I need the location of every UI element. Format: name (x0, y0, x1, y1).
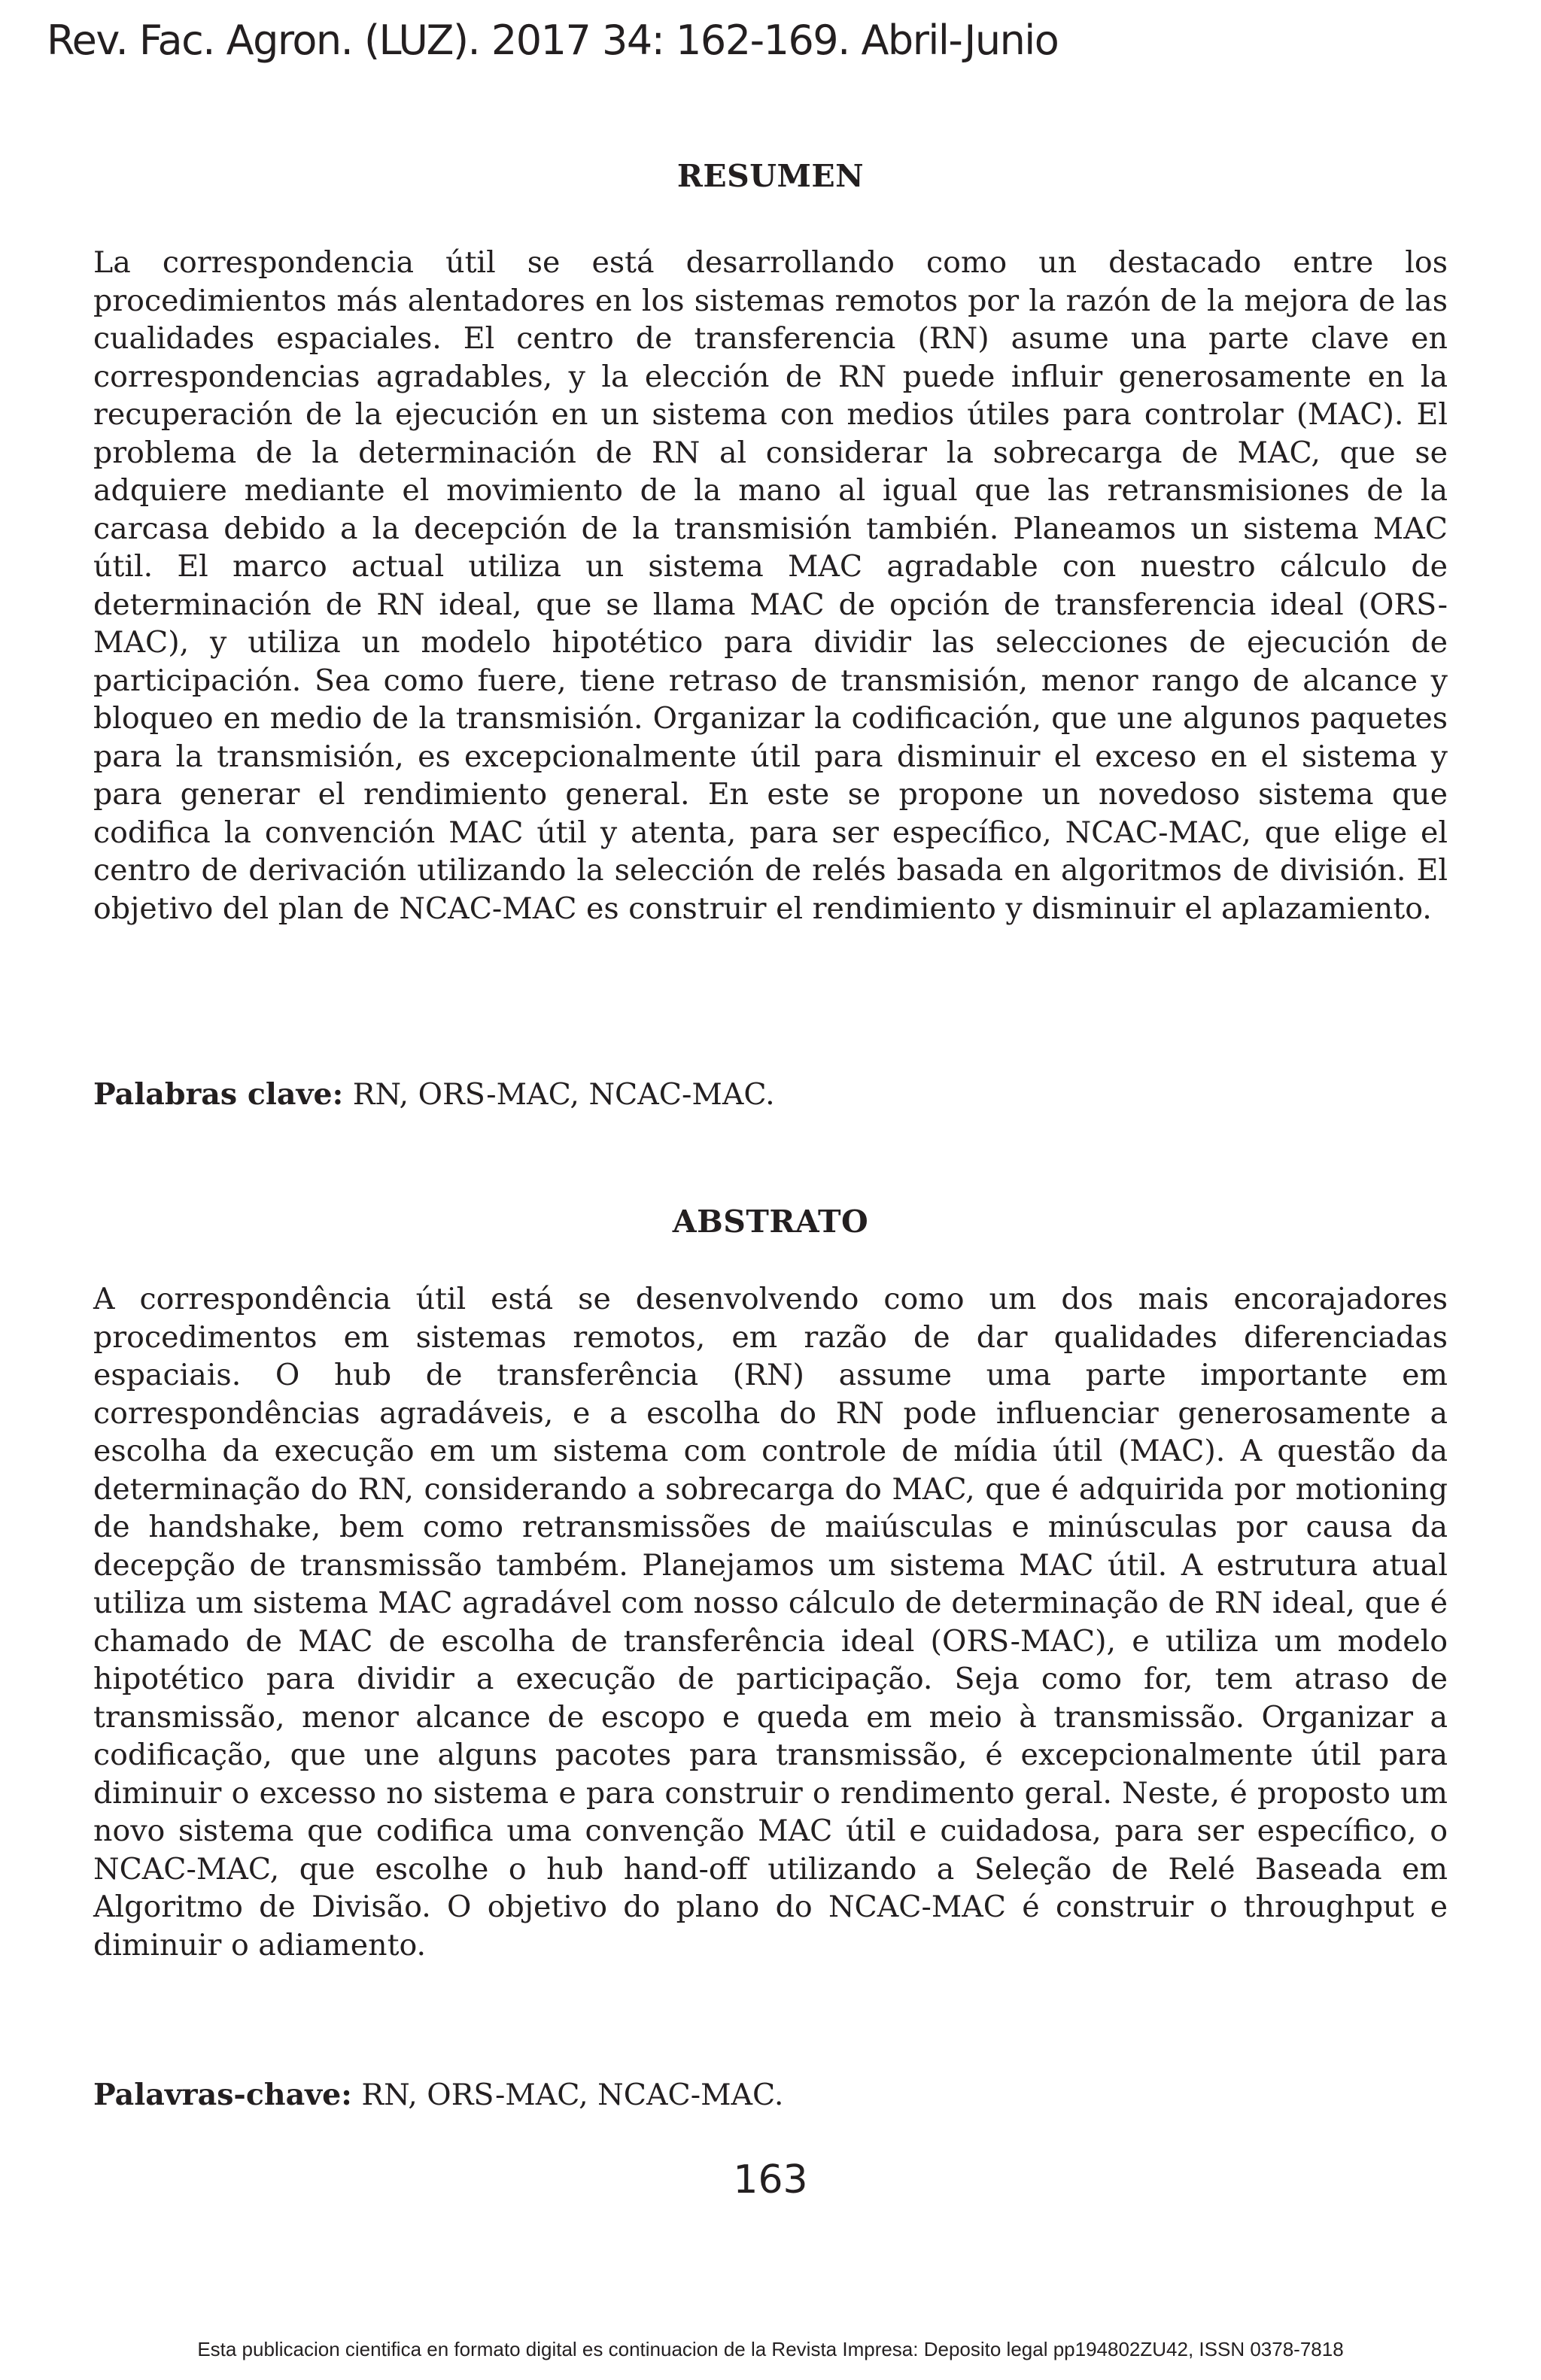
page-number: 163 (733, 2157, 808, 2202)
abstrato-keywords-label: Palavras-chave: (93, 2078, 352, 2112)
abstrato-heading: ABSTRATO (672, 1204, 869, 1240)
resumen-keywords-label: Palabras clave: (93, 1077, 344, 1112)
footer-note: Esta publicacion cientifica en formato digital es continuacion de la Revista Impresa: Deposito legal pp194802ZU42, ISSN 0378-7818 (197, 2338, 1344, 2360)
resumen-body: La correspondencia útil se está desarrollando como un destacado entre los procedimientos más alentadores en los sistemas remotos por la razón de la mejora de las cualidades espaciales. El centro de transferencia (RN) asume una parte clave en correspondencias agradables, y la elección de RN puede influir generosamente en la recuperación de la ejecución en un sistema con medios útiles para controlar (MAC). El problema de la determinación de RN al considerar la sobrecarga de MAC, que se adquiere mediante el movimiento de la mano al igual que las retransmisiones de la carcasa debido a la decepción de la transmisión también. Planeamos un sistema MAC útil. El marco actual utiliza un sistema MAC agradable con nuestro cálculo de determinación de RN ideal, que se llama MAC de opción de transferencia ideal (ORS-MAC), y utiliza un modelo hipotético para dividir las selecciones de ejecución de participación. Sea como fuere, tiene retraso de transmisión, menor rango de alcance y bloqueo en medio de la transmisión. Organizar la codificación, que une algunos paquetes para la transmisión, es excepcionalmente útil para disminuir el exceso en el sistema y para generar el rendimiento general. En este se propone un novedoso sistema que codifica la convención MAC útil y atenta, para ser específico, NCAC-MAC, que elige el centro de derivación utilizando la selección de relés basada en algoritmos de división. El objetivo del plan de NCAC-MAC es construir el rendimiento y disminuir el aplazamiento. (93, 245, 1448, 926)
running-head: Rev. Fac. Agron. (LUZ). 2017 34: 162-169. Abril-Junio (47, 17, 1059, 64)
abstrato-keywords (93, 2076, 1448, 2114)
resumen-heading: RESUMEN (676, 158, 865, 194)
resumen-keywords (93, 1076, 1448, 1113)
abstrato-keywords-values: RN, ORS-MAC, NCAC-MAC. (361, 2078, 784, 2112)
resumen-keywords-values: RN, ORS-MAC, NCAC-MAC. (352, 1077, 775, 1112)
abstrato-body: A correspondência útil está se desenvolvendo como um dos mais encorajadores procedimentos em sistemas remotos, em razão de dar qualidades diferenciadas espaciais. O hub de transferência (RN) assume uma parte importante em correspondências agradáveis, e a escolha do RN pode influenciar generosamente a escolha da execução em um sistema com controle de mídia útil (MAC). A questão da determinação do RN, considerando a sobrecarga do MAC, que é adquirida por motioning de handshake, bem como retransmissões de maiúsculas e minúsculas por causa da decepção de transmissão também. Planejamos um sistema MAC útil. A estrutura atual utiliza um sistema MAC agradável com nosso cálculo de determinação de RN ideal, que é chamado de MAC de escolha de transferência ideal (ORS-MAC), e utiliza um modelo hipotético para dividir a execução de participação. Seja como for, tem atraso de transmissão, menor alcance de escopo e queda em meio à transmissão. Organizar a codificação, que une alguns pacotes para transmissão, é excepcionalmente útil para diminuir o excesso no sistema e para construir o rendimento geral. Neste, é proposto um novo sistema que codifica uma convenção MAC útil e cuidadosa, para ser específico, o NCAC-MAC, que escolhe o hub hand-off utilizando a Seleção de Relé Baseada em Algoritmo de Divisão. O objetivo do plano do NCAC-MAC é construir o throughput e diminuir o adiamento. (93, 1282, 1448, 1963)
